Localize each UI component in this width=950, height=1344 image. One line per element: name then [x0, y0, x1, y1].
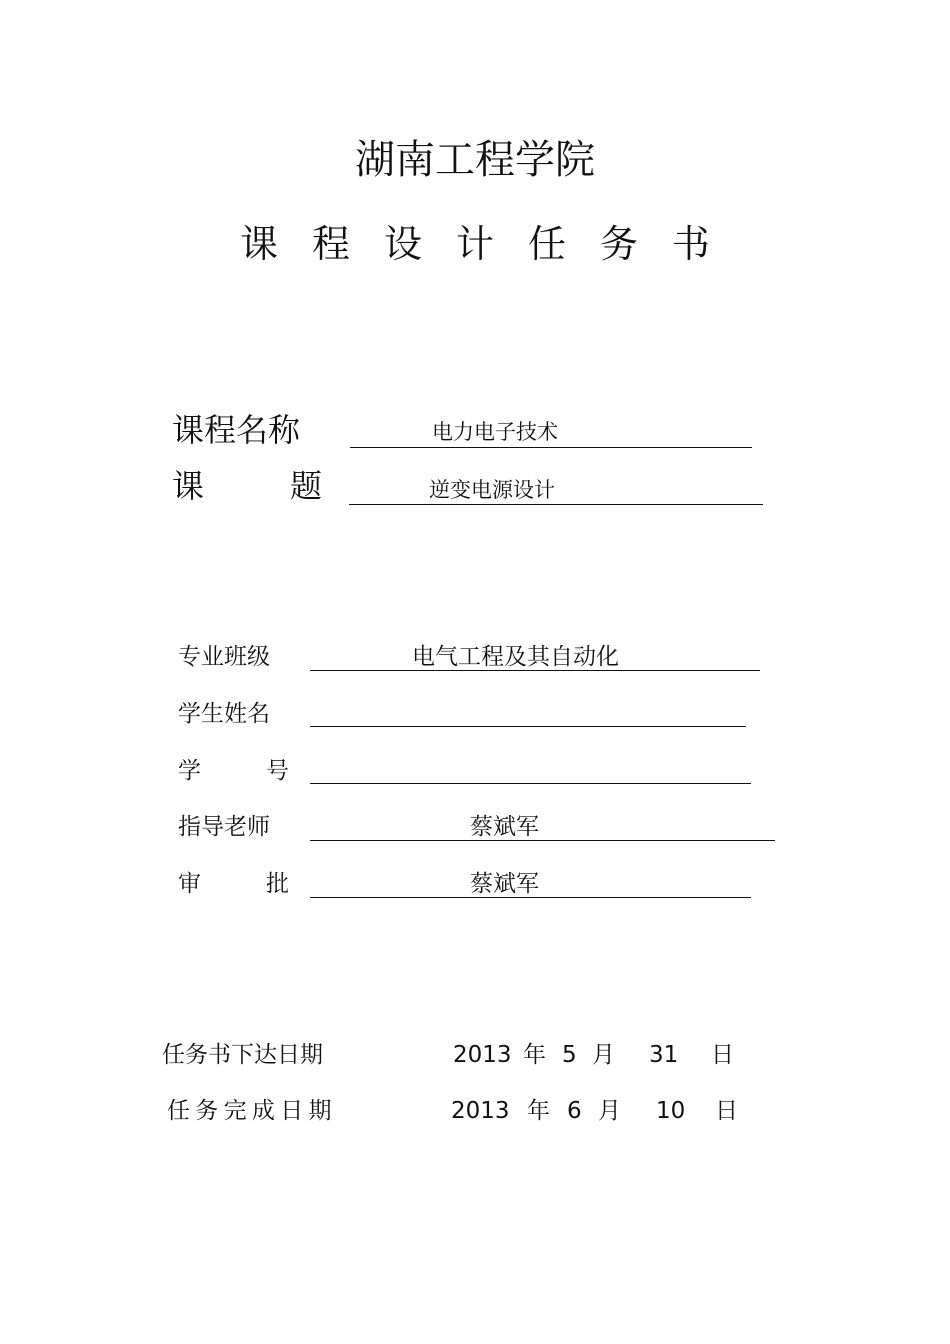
complete-date-day: 10: [656, 1098, 686, 1124]
complete-date-year-unit: 年: [527, 1098, 550, 1124]
issue-date-year: 2013: [453, 1042, 512, 1068]
complete-date-label: 任 务 完 成 日 期: [167, 1098, 332, 1124]
approver-label-second: 批: [266, 871, 289, 897]
issue-date-label: 任务书下达日期: [162, 1042, 323, 1068]
course-name-value: 电力电子技术: [432, 420, 558, 444]
topic-underline: [349, 504, 763, 505]
advisor-label: 指导老师: [178, 814, 270, 840]
course-name-label: 课程名称: [172, 411, 301, 449]
course-name-underline: [350, 447, 752, 448]
title-char: 任: [527, 222, 566, 266]
class-value: 电气工程及其自动化: [412, 644, 619, 670]
topic-label-first: 课: [172, 467, 205, 505]
issue-date-year-unit: 年: [523, 1042, 546, 1068]
class-label: 专业班级: [178, 644, 270, 670]
approver-value: 蔡斌军: [470, 871, 539, 897]
title-char: 务: [599, 222, 638, 266]
approver-underline: [310, 897, 751, 898]
complete-date-day-unit: 日: [715, 1098, 738, 1124]
complete-date-month-unit: 月: [598, 1098, 621, 1124]
issue-date-day: 31: [649, 1042, 679, 1068]
class-underline: [310, 670, 760, 671]
topic-label-second: 题: [290, 467, 323, 505]
approver-label-first: 审: [178, 871, 201, 897]
title-char: 计: [455, 222, 494, 266]
title-char: 设: [383, 222, 422, 266]
title-char: 书: [671, 222, 710, 266]
issue-date-month-unit: 月: [592, 1042, 615, 1068]
student-id-underline: [310, 783, 751, 784]
complete-date-month: 6: [567, 1098, 582, 1124]
issue-date-day-unit: 日: [711, 1042, 734, 1068]
topic-value: 逆变电源设计: [429, 478, 555, 502]
title-char: 程: [311, 222, 350, 266]
document-title: [240, 222, 710, 266]
advisor-value: 蔡斌军: [470, 814, 539, 840]
student-name-label: 学生姓名: [178, 701, 270, 727]
complete-date-year: 2013: [451, 1098, 510, 1124]
issue-date-month: 5: [562, 1042, 577, 1068]
student-id-label-first: 学: [178, 758, 201, 784]
school-name: 湖南工程学院: [355, 137, 595, 183]
title-char: 课: [240, 222, 279, 266]
student-name-underline: [310, 726, 746, 727]
student-id-label-second: 号: [266, 758, 289, 784]
advisor-underline: [310, 840, 775, 841]
